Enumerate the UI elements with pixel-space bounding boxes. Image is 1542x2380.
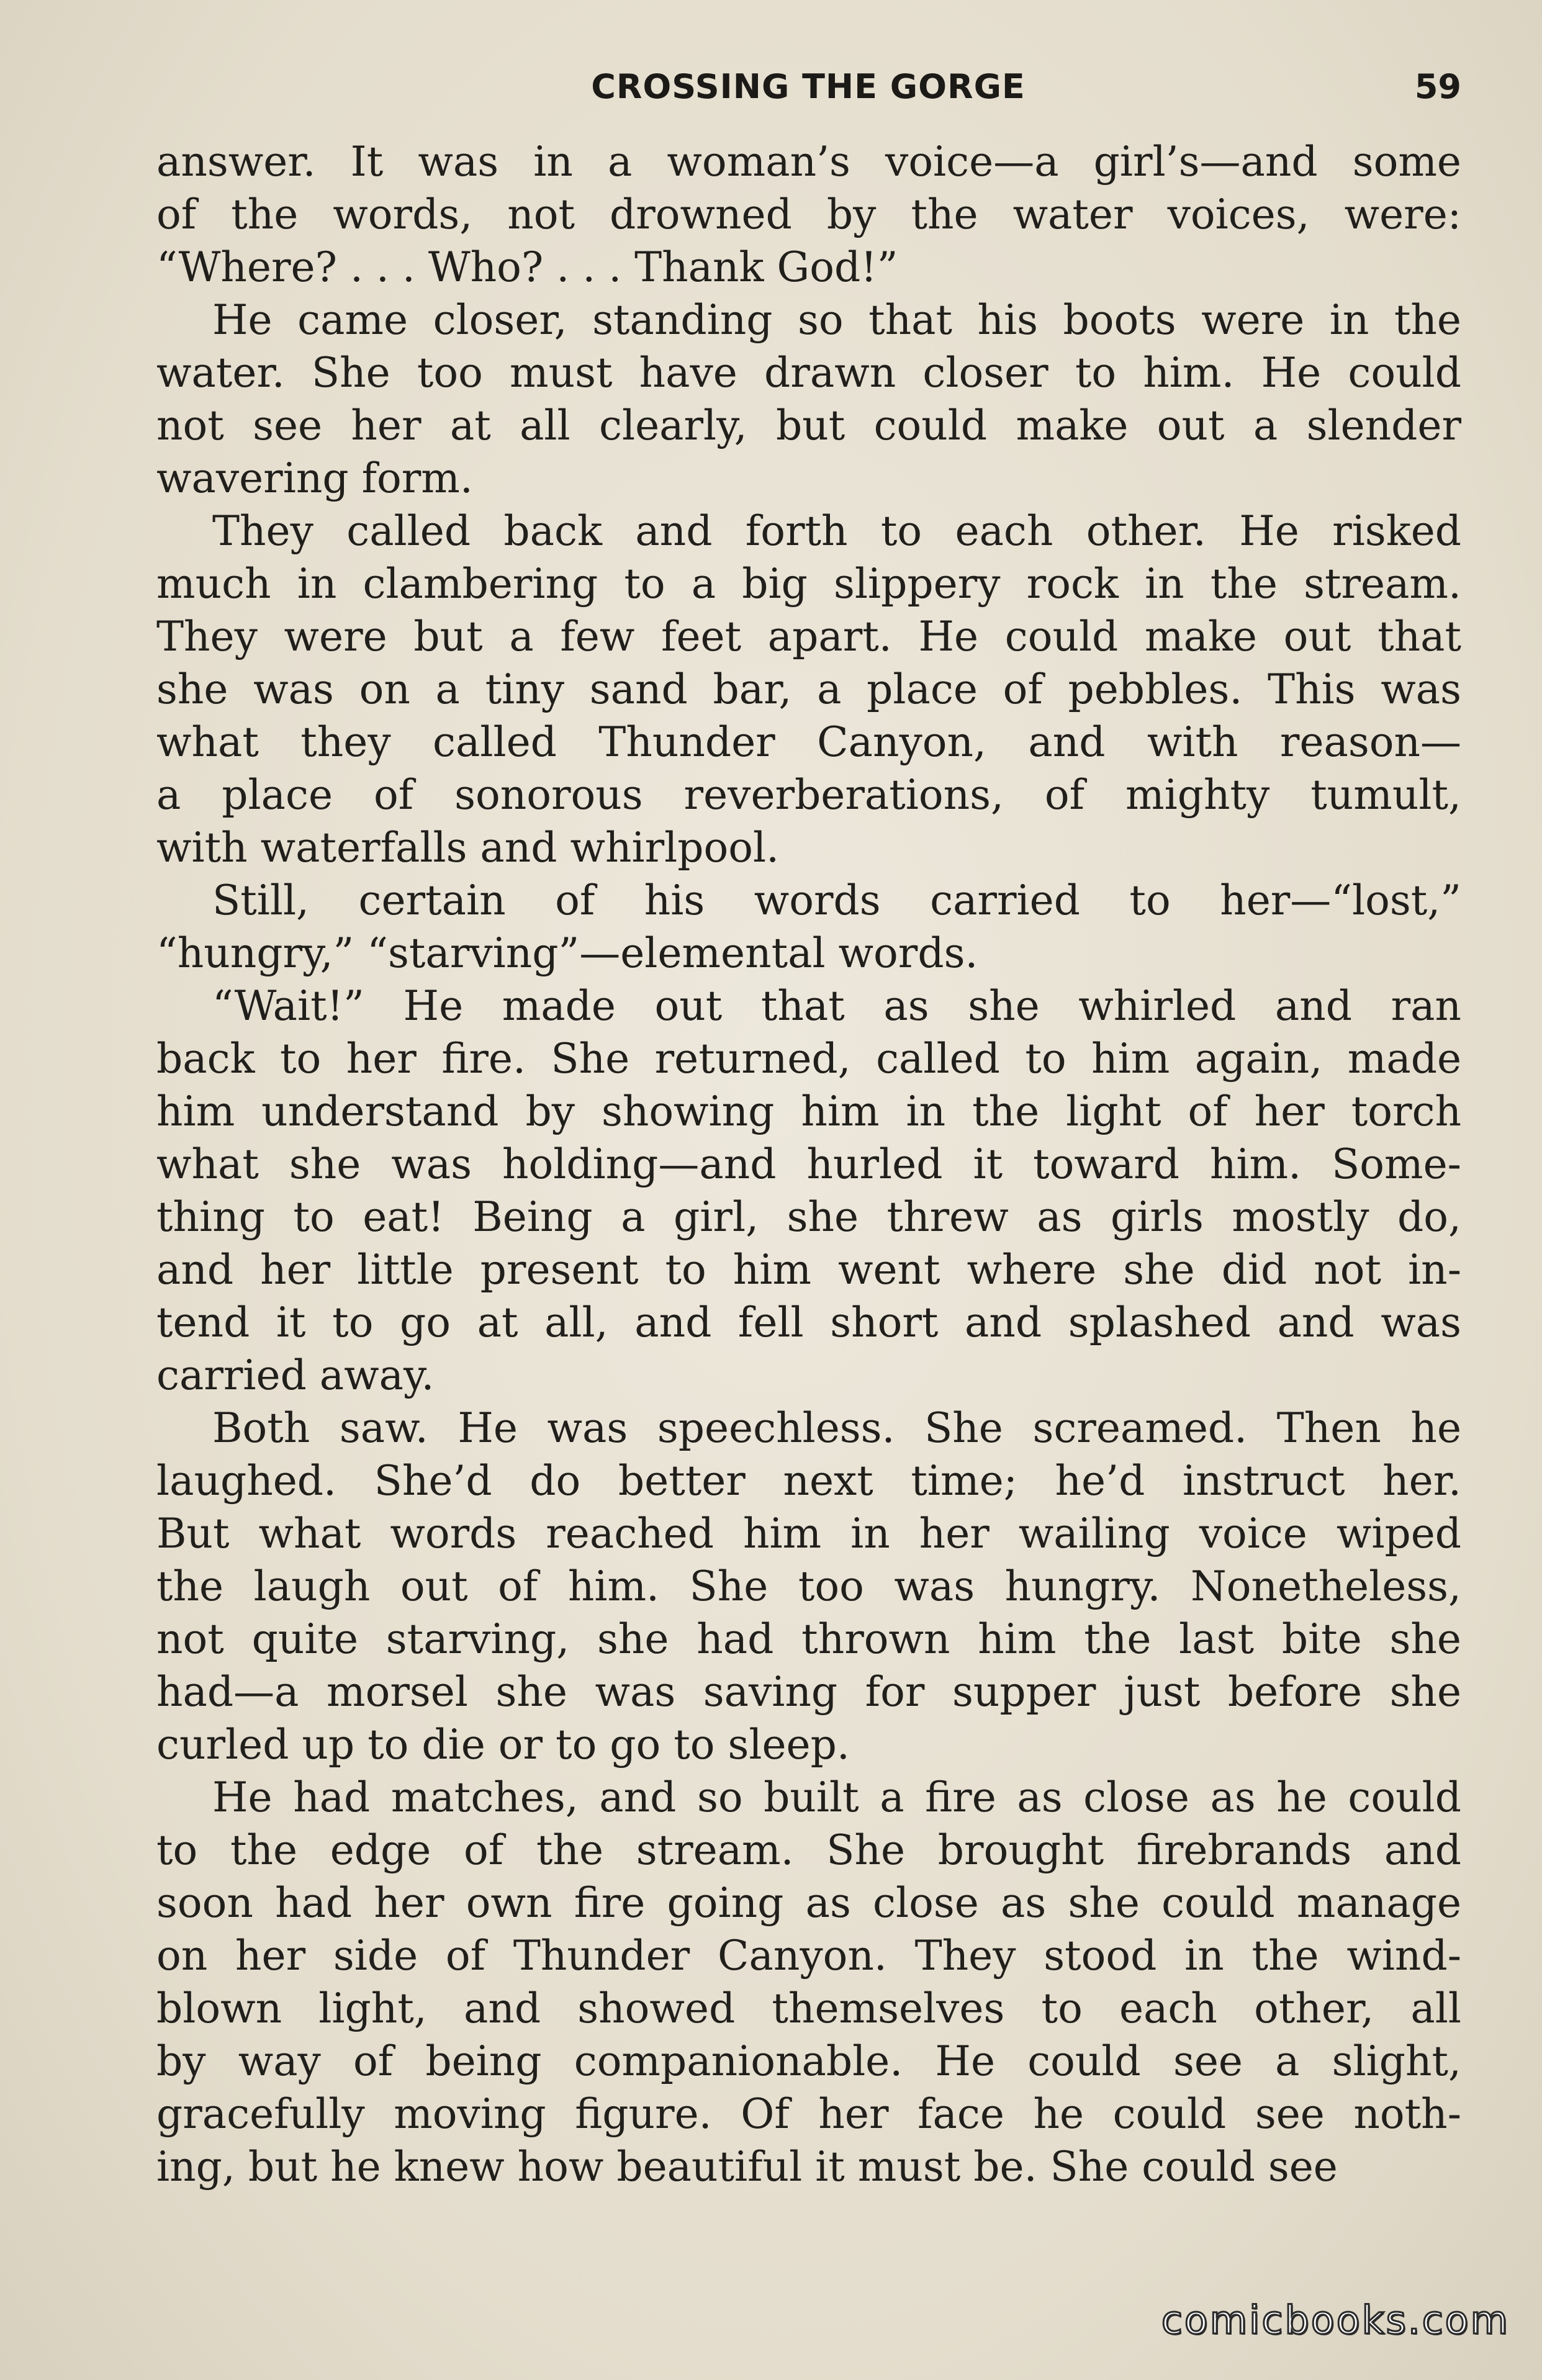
text-line: on her side of Thunder Canyon. They stood in the wind-	[156, 1932, 1461, 1980]
text-line: soon had her own fire going as close as she could manage	[156, 1879, 1461, 1927]
text-line: But what words reached him in her wailing voice wiped	[156, 1510, 1461, 1557]
page-number: 59	[1414, 67, 1461, 106]
text-line: and her little present to him went where she did not in-	[156, 1246, 1461, 1294]
text-line: “Wait!” He made out that as she whirled and ran	[212, 982, 1461, 1030]
text-line: to the edge of the stream. She brought firebrands and	[156, 1826, 1461, 1874]
text-line: thing to eat! Being a girl, she threw as girls mostly do,	[156, 1193, 1461, 1241]
text-line: They called back and forth to each other. He risked	[212, 507, 1461, 555]
body-text	[156, 135, 1461, 2193]
chapter-title: CROSSING THE GORGE	[591, 67, 1026, 106]
text-line: what they called Thunder Canyon, and with reason—	[156, 718, 1461, 766]
text-line: the laugh out of him. She too was hungry. Nonetheless,	[156, 1562, 1461, 1610]
text-line: answer. It was in a woman’s voice—a girl’s—and some	[156, 138, 1461, 186]
text-line: curled up to die or to go to sleep.	[156, 1721, 850, 1769]
text-line: wavering form.	[156, 454, 473, 502]
text-line: had—a morsel she was saving for supper just before she	[156, 1668, 1461, 1716]
text-line: “hungry,” “starving”—elemental words.	[156, 929, 978, 977]
text-line: gracefully moving figure. Of her face he could see noth-	[156, 2090, 1461, 2138]
text-line: laughed. She’d do better next time; he’d instruct her.	[156, 1457, 1461, 1505]
text-line: by way of being companionable. He could see a slight,	[156, 2037, 1461, 2085]
watermark-logo: comicbooks.com	[1161, 2297, 1510, 2343]
text-line: him understand by showing him in the light of her torch	[156, 1088, 1461, 1135]
text-line: not quite starving, she had thrown him the last bite she	[156, 1615, 1461, 1663]
text-line: what she was holding—and hurled it toward him. Some-	[156, 1140, 1461, 1188]
text-line: “Where? . . . Who? . . . Thank God!”	[156, 243, 898, 291]
running-head	[155, 67, 1461, 117]
text-line: tend it to go at all, and fell short and splashed and was	[156, 1299, 1461, 1346]
text-line: He came closer, standing so that his boots were in the	[212, 296, 1461, 344]
text-line: Both saw. He was speechless. She screamed. Then he	[212, 1404, 1461, 1452]
text-line: with waterfalls and whirlpool.	[156, 824, 780, 872]
text-line: blown light, and showed themselves to each other, all	[156, 1985, 1461, 2032]
text-line: of the words, not drowned by the water voices, were:	[156, 191, 1461, 238]
text-line: They were but a few feet apart. He could make out that	[156, 613, 1461, 660]
text-line: Still, certain of his words carried to her—“lost,”	[212, 877, 1461, 924]
text-line: a place of sonorous reverberations, of mighty tumult,	[156, 771, 1461, 819]
text-line: water. She too must have drawn closer to him. He could	[156, 349, 1461, 397]
text-line: ing, but he knew how beautiful it must be. She could see	[156, 2143, 1338, 2191]
text-line: carried away.	[156, 1351, 435, 1399]
text-line: not see her at all clearly, but could make out a slender	[156, 402, 1461, 449]
text-line: back to her fire. She returned, called to him again, made	[156, 1035, 1461, 1083]
text-line: He had matches, and so built a fire as close as he could	[212, 1774, 1461, 1821]
text-line: much in clambering to a big slippery rock in the stream.	[156, 560, 1461, 608]
text-line: she was on a tiny sand bar, a place of pebbles. This was	[156, 665, 1461, 713]
